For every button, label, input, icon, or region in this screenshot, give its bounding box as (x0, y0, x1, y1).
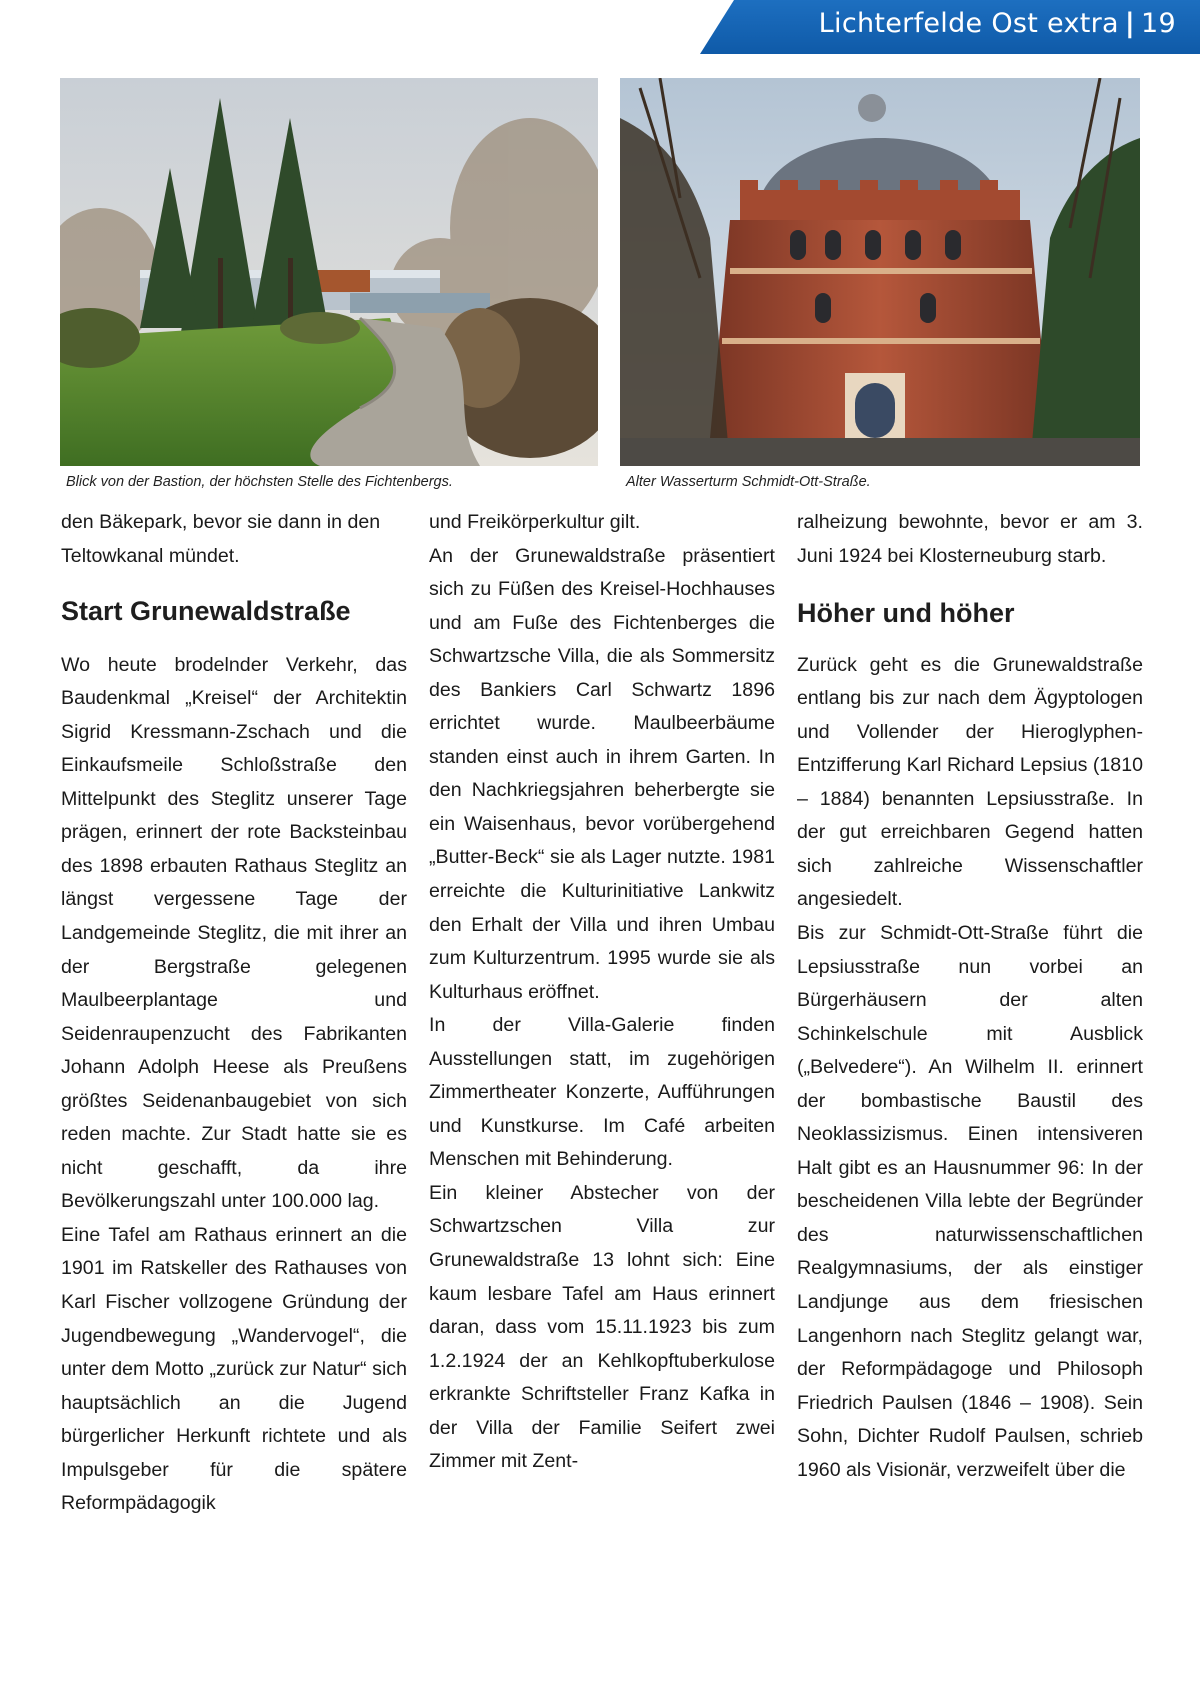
paragraph: Eine Tafel am Rathaus erinnert an die 1901 im Ratskeller des Rathauses von Karl Fischer vollzogene Gründung der Jugendbewegung „Wandervogel“, die unter dem Motto „zurück zur Natur“ sich hauptsächlich an die Jugend bürgerlicher Herkunft richtete und als Impulsgeber für die spätere Reformpädagogik (61, 1223, 407, 1515)
section-heading-hoeher-und-hoeher: Höher und höher (797, 598, 1015, 629)
section-heading-start-grunewaldstrasse: Start Grunewaldstraße (61, 596, 351, 627)
paragraph: In der Villa-Galerie finden Ausstellungen statt, im zugehörigen Zimmertheater Konzerte, Aufführungen und Kunstkurse. Im Café arbeiten Menschen mit Behinderung. (429, 1014, 775, 1171)
publication-title: Lichterfelde Ost extra (818, 8, 1119, 39)
text-column-1 (61, 506, 407, 1521)
text-column-3 (797, 506, 1143, 1487)
caption-photo-water-tower: Alter Wasserturm Schmidt-Ott-Straße. (626, 474, 871, 490)
paragraph: An der Grunewaldstraße präsentiert sich zu Füßen des Kreisel-Hochhauses und am Fuße des Fichtenberges die Schwartzsche Villa, die als Sommersitz des Bankiers Carl Schwartz 1896 errichtet wurde. Maulbeerbäume standen einst auch in ihrem Garten. In den Nachkriegsjahren beherbergte sie ein Waisenhaus, bevor vorübergehend „Butter-Beck“ sie als Lager nutzte. 1981 erreichte die Kulturinitiative Lankwitz den Erhalt der Villa und ihren Umbau zum Kulturzentrum. 1995 wurde sie als Kulturhaus eröffnet. (429, 544, 775, 1003)
caption-photo-park: Blick von der Bastion, der höchsten Stelle des Fichtenbergs. (66, 474, 453, 490)
paragraph: den Bäkepark, bevor sie dann in den Teltowkanal mündet. (61, 511, 381, 567)
header-separator: | (1124, 8, 1136, 39)
header-title (819, 8, 1176, 39)
paragraph: Zurück geht es die Grunewaldstraße entlang bis zur nach dem Ägyptologen und Vollender der Hieroglyphen-Entzifferung Karl Richard Lepsius (1810 – 1884) benannten Lepsiusstraße. In der gut erreichbaren Gegend hatten sich zahlreiche Wissenschaftler angesiedelt. (797, 653, 1143, 911)
paragraph: und Freikörperkultur gilt. (429, 511, 641, 533)
photo-park-view (60, 78, 598, 466)
paragraph: ralheizung bewohnte, bevor er am 3. Juni 1924 bei Klosterneuburg starb. (797, 511, 1143, 567)
page-header (0, 0, 1200, 54)
paragraph: Bis zur Schmidt-Ott-Straße führt die Lepsiusstraße nun vorbei an Bürgerhäusern der alten Schinkelschule mit Ausblick („Belvedere“). An Wilhelm II. erinnert der bombastische Baustil des Neoklassizismus. Einen intensiveren Halt gibt es an Hausnummer 96: In der bescheidenen Villa lebte der Begründer des naturwissenschaftlichen Realgymnasiums, der als einstiger Landjunge aus dem friesischen Langenhorn nach Steglitz gelangt war, der Reformpädagoge und Philosoph Friedrich Paulsen (1846 – 1908). Sein Sohn, Dichter Rudolf Paulsen, schrieb 1960 als Visionär, verzweifelt über die (797, 922, 1143, 1481)
text-column-2 (429, 506, 775, 1479)
photo-water-tower (620, 78, 1140, 466)
paragraph: Ein kleiner Abstecher von der Schwartzschen Villa zur Grunewaldstraße 13 lohnt sich: Eine kaum lesbare Tafel am Haus erinnert daran, dass vom 15.11.1923 bis zum 1.2.1924 der an Kehlkopftuberkulose erkrankte Schriftsteller Franz Kafka in der Villa der Familie Seifert zwei Zimmer mit Zent- (429, 1181, 775, 1473)
paragraph: Wo heute brodelnder Verkehr, das Baudenkmal „Kreisel“ der Architektin Sigrid Kressmann-Zschach und die Einkaufsmeile Schloßstraße den Mittelpunkt des Steglitz unserer Tage prägen, erinnert der rote Backsteinbau des 1898 erbauten Rathaus Steglitz an längst vergessene Tage der Landgemeinde Steglitz, die mit ihrer an der Bergstraße gelegenen Maulbeerplantage und Seidenraupenzucht des Fabrikanten Johann Adolph Heese als Preußens größtes Seidenanbaugebiet von sich reden machte. Zur Stadt hatte sie es nicht geschafft, da ihre Bevölkerungszahl unter 100.000 lag. (61, 653, 407, 1213)
page-number: 19 (1141, 8, 1176, 39)
